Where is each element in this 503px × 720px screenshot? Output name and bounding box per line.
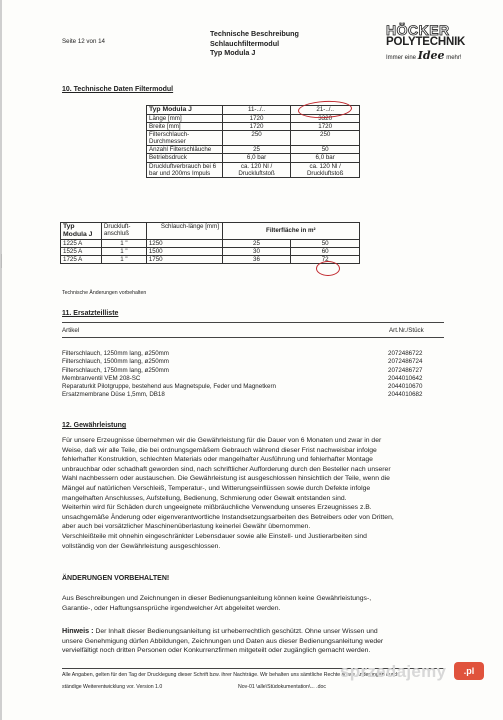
table-row	[147, 131, 360, 146]
text-line: Verschleißteile mit ohnehin eingeschränkter Lebensdauer sowie alle Einstell- und Justierarbeiten sind	[62, 532, 367, 540]
table-cell: 1250	[146, 239, 222, 247]
list-item: Filterschlauch, 1500mm lang, ø250mm 2072486724	[62, 358, 423, 366]
company-logo	[386, 24, 468, 64]
watermark-badge: .pl	[454, 662, 484, 680]
table-row	[147, 162, 360, 177]
hinweis-label: Hinweis :	[62, 626, 94, 635]
text-line: Wahl nachbessern oder austauschen. Die Gewährleistung ist ausgeschlossen hinsichtlich der Teile, wenn die	[62, 475, 390, 483]
table-cell: 250	[222, 131, 291, 146]
logo-wordmark: HÖCKER	[386, 22, 450, 38]
list-item: Membranventil VEM 208-SC 2044010642	[62, 374, 423, 382]
table-cell: Typ Modula J	[147, 106, 223, 115]
table-cell: Breite [mm]	[147, 122, 223, 130]
text-line: Mängel auf natürlichen Verschleiß, Temperatur-, und Witterungseinflüssen sowie durch Defekte infolge	[62, 484, 371, 492]
table-cell: 1720	[222, 122, 291, 130]
list-item: Filterschlauch, 1250mm lang, ø250mm 2072486722	[62, 350, 423, 357]
text-line: vervielfältigt noch dritten Personen oder Konkurrenzfirmen mitgeteilt oder zugänglich gemacht werden.	[62, 647, 371, 655]
table-cell: Typ Modula J	[61, 223, 102, 240]
table-cell: 1750	[146, 255, 222, 263]
highlight-circle	[316, 261, 340, 276]
table-cell: 1500	[146, 247, 222, 255]
list-item: Reparaturkit Pilotgruppe, bestehend aus Magnetspule, Feder und Magnetkern 2044010670	[62, 383, 423, 391]
footer-line: Alle Angaben, gelten für den Tag der Drucklegung dieser Schrift bzw. ihrer Nachträge. Wir behalten uns sämtliche Rechte sowie Änderungen durch	[62, 672, 399, 678]
text-line: Weiterhin wird für Schäden durch ungeeignete mißbräuchliche Verwendung unseres Erzeugnisses z.B.	[62, 504, 372, 512]
list-item: Ersatzmembrane Düse 1,5mm, DB18 2044010682	[62, 391, 423, 399]
table-cell: ca. 120 Nl / Druckluftstoß	[222, 162, 291, 177]
table-cell: 50	[291, 239, 360, 247]
table-cell: 36	[222, 255, 291, 263]
table-cell: 1725 A	[61, 255, 102, 263]
divider	[62, 337, 444, 338]
hinweis-text	[62, 626, 383, 656]
tech-data-table-lower	[60, 222, 360, 264]
table-cell: Druckluftverbrauch bei 6 bar und 200ms Impuls	[147, 162, 223, 177]
table-cell: Schlauch-länge [mm]	[146, 223, 222, 240]
table-row	[147, 154, 360, 162]
column-header-number: Art.Nr./Stück	[389, 327, 424, 334]
table-cell: Anzahl Filterschläuche	[147, 146, 223, 154]
table-row	[61, 255, 360, 263]
text-line: Der Inhalt dieser Bedienungsanleitung ist urheberrechtlich geschützt. Ohne unser Wissen und	[93, 628, 378, 635]
section-heading: 12. Gewährleistung	[62, 422, 127, 429]
changes-heading: ÄNDERUNGEN VORBEHALTEN!	[62, 575, 170, 582]
parts-list	[62, 350, 444, 400]
text-line: Aus Beschreibungen und Zeichnungen in dieser Bedienungsanleitung können keine Gewährleistungs-,	[62, 595, 372, 602]
table-cell: 1 "	[101, 255, 146, 263]
table-cell: 6,0 bar	[222, 154, 291, 162]
table-cell: 6,0 bar	[291, 154, 360, 162]
title-line: Technische Beschreibung	[210, 29, 299, 38]
list-item: Filterschlauch, 1750mm lang, ø250mm 2072486727	[62, 366, 423, 374]
left-page-edge	[0, 0, 2, 720]
text-line: vollständig von der Gewährleistung ausgeschlossen.	[62, 542, 221, 550]
watermark	[340, 662, 446, 682]
table-cell: 250	[291, 131, 360, 146]
divider	[62, 322, 444, 323]
text-line: Für unsere Erzeugnisse übernehmen wir die Gewährleistung für die Dauer von 6 Monaten und zwar in der	[62, 437, 382, 444]
text-line: unbrauchbar oder schadhaft geworden sind, nach schriftlicher Aufforderung durch den Besteller nach unserer	[62, 465, 391, 473]
table-cell: 21-../..	[291, 106, 360, 115]
table-cell: 72	[291, 255, 360, 263]
table-cell: 50	[291, 146, 360, 154]
table-cell: ca. 120 Nl / Druckluftstoß	[291, 162, 360, 177]
text-line: aber auch bei vorsätzlicher Maschinenüberlastung keinerlei Gewähr übernommen.	[62, 523, 311, 531]
text-line: Weise, daß wir alle Teile, die bei ordnungsgemäßem Gebrauch während dieser Frist nachweisbar infolge	[62, 446, 377, 454]
table-cell: 1720	[291, 122, 360, 130]
text-line: unsachgemäße Änderung oder eigenverantwortliche Instandsetzungsarbeiten des Betreibers oder von Dritten,	[62, 513, 394, 521]
footer-version: ständige Weiterentwicklung vor. Version 1.0	[62, 684, 163, 690]
document-title	[210, 29, 299, 58]
text-line: mangelhaften Anschlusses, Aufstellung, Bedienung, Schmierung oder Gewalt entstanden sind.	[62, 494, 347, 502]
punch-mark	[1, 254, 5, 268]
section-heading: 11. Ersatzteilliste	[62, 310, 119, 317]
table-cell: 1525 A	[61, 247, 102, 255]
table-cell: 3320	[291, 114, 360, 122]
table-cell: 1225 A	[61, 239, 102, 247]
page-number: Seite 12 von 14	[62, 38, 106, 45]
title-line: Schlauchfiltermodul	[210, 38, 280, 48]
table-cell: Druckluft-anschluß	[101, 223, 146, 240]
logo-wordmark: POLYTECHNIK	[386, 36, 466, 48]
table-cell: 11-../..	[222, 106, 291, 115]
table-row	[147, 122, 360, 130]
table-cell: 25	[222, 146, 291, 154]
changes-text	[62, 594, 371, 613]
table-row	[61, 239, 360, 247]
table-row	[147, 146, 360, 154]
logo-slogan: Immer eine Idee mehr!	[386, 49, 462, 62]
column-header-article: Artikel	[62, 327, 80, 334]
changes-note: Technische Änderungen vorbehalten	[62, 290, 147, 296]
table-header-row	[61, 223, 360, 240]
table-cell: Filterschlauch-Durchmesser	[147, 131, 223, 146]
table-cell: 1 "	[101, 239, 146, 247]
table-cell: Betriebsdruck	[147, 154, 223, 162]
table-cell: Filterfläche in m²	[222, 223, 359, 240]
text-line: unsere Genehmigung dürfen Abbildungen, Zeichnungen und Daten aus dieser Bedienungsanleitung weder	[62, 637, 384, 645]
table-cell: 1 "	[101, 247, 146, 255]
table-cell: Länge [mm]	[147, 114, 223, 122]
table-row	[61, 247, 360, 255]
table-cell: 30	[222, 247, 291, 255]
section-heading: 10. Technische Daten Filtermodul	[62, 86, 174, 93]
text-line: fehlerhafter Konstruktion, schlechten Materials oder mangelhafter Ausführung und fehlerhafter Montage	[62, 456, 373, 464]
table-cell: 1720	[222, 114, 291, 122]
table-cell: 25	[222, 239, 291, 247]
watermark-site: sprzedajemy	[340, 662, 447, 681]
warranty-text	[62, 436, 452, 551]
text-line: Garantie-, oder Haftungsansprüche irgendwelcher Art abgeleitet werden.	[62, 604, 281, 612]
title-line: Typ Modula J	[210, 48, 256, 57]
footer-file: Nov-01 \alle\Stüdokumentation\... .doc	[238, 684, 326, 690]
table-cell: 60	[291, 247, 360, 255]
